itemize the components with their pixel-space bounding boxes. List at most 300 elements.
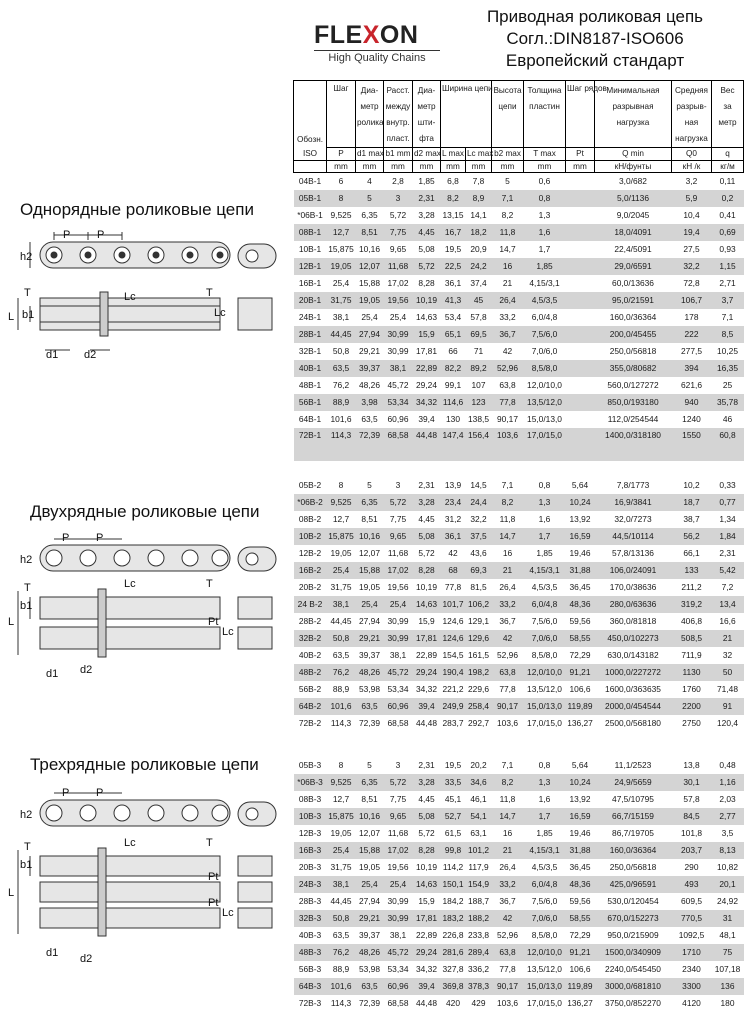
table-cell: 30,99 xyxy=(384,910,413,927)
table-cell: 27,5 xyxy=(672,241,712,258)
table-cell: 71,48 xyxy=(712,681,744,698)
table-cell: 6,8 xyxy=(441,173,466,190)
table-cell: 0,41 xyxy=(712,207,744,224)
table-cell: 32,2 xyxy=(672,258,712,275)
table-cell: 90,17 xyxy=(492,978,524,995)
table-cell: 6,35 xyxy=(356,774,384,791)
table-cell: 16B-2 xyxy=(294,562,327,579)
table-cell: 6,0/4,8 xyxy=(524,596,566,613)
table-cell: 203,7 xyxy=(672,842,712,859)
table-cell: 29,0/6591 xyxy=(595,258,672,275)
triple-table-row xyxy=(294,978,744,995)
table-cell: 44,45 xyxy=(327,893,356,910)
table-cell: 8,2 xyxy=(441,190,466,207)
table-cell: 60,8 xyxy=(712,428,744,461)
table-cell: 63,5 xyxy=(356,978,384,995)
table-cell: 88,9 xyxy=(327,394,356,411)
unit-cell: mm xyxy=(524,161,566,173)
table-cell: 1,85 xyxy=(524,825,566,842)
table-cell: 336,2 xyxy=(466,961,492,978)
dim-label-h2: h2 xyxy=(20,554,33,566)
table-cell: 6,0/4,8 xyxy=(524,309,566,326)
table-cell: 90,17 xyxy=(492,411,524,428)
single-table-row xyxy=(294,173,744,190)
table-cell: 8,51 xyxy=(356,511,384,528)
table-cell: 16B-3 xyxy=(294,842,327,859)
table-cell: 15,875 xyxy=(327,808,356,825)
table-cell: 32,2 xyxy=(466,511,492,528)
table-cell: 36,7 xyxy=(492,326,524,343)
table-cell: 36,7 xyxy=(492,613,524,630)
table-cell: 258,4 xyxy=(466,698,492,715)
table-cell: 10,2 xyxy=(672,477,712,494)
table-cell: 4,15/3,1 xyxy=(524,842,566,859)
unit-cell: mm xyxy=(327,161,356,173)
table-cell: 28B-1 xyxy=(294,326,327,343)
dim-label-pt: Pt xyxy=(208,871,219,883)
brand-tagline: High Quality Chains xyxy=(314,50,440,64)
table-cell: 114,3 xyxy=(327,428,356,461)
table-cell: 2,03 xyxy=(712,791,744,808)
symbol-cell: d2 max xyxy=(413,148,441,161)
table-cell: 229,6 xyxy=(466,681,492,698)
table-cell: 8,51 xyxy=(356,224,384,241)
table-cell: 13,5/12,0 xyxy=(524,394,566,411)
table-cell: 63,5 xyxy=(327,360,356,377)
table-cell: 5,72 xyxy=(384,774,413,791)
table-cell: 7,1 xyxy=(492,757,524,774)
table-cell: 3300 xyxy=(672,978,712,995)
table-cell: 11,8 xyxy=(492,791,524,808)
table-cell: 4,5/3,5 xyxy=(524,292,566,309)
table-cell: 38,1 xyxy=(327,309,356,326)
table-cell: 281,6 xyxy=(441,944,466,961)
table-cell: 3,28 xyxy=(413,494,441,511)
table-cell: 39,4 xyxy=(413,978,441,995)
table-cell: 9,525 xyxy=(327,494,356,511)
table-cell: 9,525 xyxy=(327,207,356,224)
spacer-cell xyxy=(595,732,672,757)
table-cell: 20B-2 xyxy=(294,579,327,596)
table-cell xyxy=(566,360,595,377)
table-cell: 15,0/13,0 xyxy=(524,411,566,428)
table-cell: 1,3 xyxy=(524,774,566,791)
table-cell: 3 xyxy=(384,757,413,774)
table-cell: 850,0/193180 xyxy=(595,394,672,411)
table-cell: 64B-1 xyxy=(294,411,327,428)
table-cell: *06B-2 xyxy=(294,494,327,511)
table-cell: 22,89 xyxy=(413,360,441,377)
table-cell: 12,07 xyxy=(356,545,384,562)
table-cell: 129,1 xyxy=(466,613,492,630)
table-cell: 88,9 xyxy=(327,961,356,978)
table-cell: 20B-3 xyxy=(294,859,327,876)
dim-label-t: T xyxy=(24,287,31,299)
table-cell: 1240 xyxy=(672,411,712,428)
table-cell: 65,1 xyxy=(441,326,466,343)
table-cell: 16,59 xyxy=(566,808,595,825)
table-cell: 8,13 xyxy=(712,842,744,859)
table-cell: 1760 xyxy=(672,681,712,698)
table-cell: 89,2 xyxy=(466,360,492,377)
table-cell: 53,98 xyxy=(356,681,384,698)
table-cell: 21 xyxy=(492,275,524,292)
header-symbol-row xyxy=(294,148,744,161)
double-table-row xyxy=(294,715,744,732)
table-cell: 95,0/21591 xyxy=(595,292,672,309)
table-cell: 12,0/10,0 xyxy=(524,664,566,681)
table-cell: 3,5 xyxy=(712,825,744,842)
table-cell: 53,4 xyxy=(441,309,466,326)
unit-cell: mm xyxy=(566,161,595,173)
table-cell: 15,88 xyxy=(356,275,384,292)
table-cell: 26,4 xyxy=(492,292,524,309)
table-cell: 14,7 xyxy=(492,241,524,258)
table-cell: 17,81 xyxy=(413,910,441,927)
spacer-cell xyxy=(566,461,595,477)
spacer-cell xyxy=(356,732,384,757)
table-cell: 16B-1 xyxy=(294,275,327,292)
table-cell: 7,1 xyxy=(712,309,744,326)
table-cell: 283,7 xyxy=(441,715,466,732)
table-cell: 82,2 xyxy=(441,360,466,377)
table-cell: 50 xyxy=(712,664,744,681)
symbol-cell: Lc max xyxy=(466,148,492,161)
table-cell: 112,0/254544 xyxy=(595,411,672,428)
table-cell: 3750,0/852270 xyxy=(595,995,672,1012)
table-cell: 0,69 xyxy=(712,224,744,241)
table-cell xyxy=(566,394,595,411)
table-cell: 1,7 xyxy=(524,808,566,825)
table-cell: 160,0/36364 xyxy=(595,309,672,326)
table-cell: 7,75 xyxy=(384,511,413,528)
table-cell: 133 xyxy=(672,562,712,579)
table-cell: 101,6 xyxy=(327,978,356,995)
table-cell: 136,27 xyxy=(566,715,595,732)
table-cell: 0,11 xyxy=(712,173,744,190)
section-title-triple: Трехрядные роликовые цепи xyxy=(30,755,259,774)
table-cell: 53,34 xyxy=(384,394,413,411)
triple-table-row xyxy=(294,944,744,961)
table-cell: 1092,5 xyxy=(672,927,712,944)
table-cell: 4,45 xyxy=(413,511,441,528)
table-cell: 0,48 xyxy=(712,757,744,774)
table-cell: 12B-3 xyxy=(294,825,327,842)
table-cell: 36,1 xyxy=(441,275,466,292)
table-cell: 38,1 xyxy=(384,647,413,664)
table-cell: 8,9 xyxy=(466,190,492,207)
table-cell: 5,08 xyxy=(413,808,441,825)
table-cell: 63,8 xyxy=(492,377,524,394)
symbol-cell: T max xyxy=(524,148,566,161)
table-cell: 233,8 xyxy=(466,927,492,944)
table-cell: 188,2 xyxy=(466,910,492,927)
table-cell: 53,34 xyxy=(384,681,413,698)
table-cell: 48B-2 xyxy=(294,664,327,681)
table-cell: 21 xyxy=(712,630,744,647)
table-cell: 5 xyxy=(356,190,384,207)
single-table-row xyxy=(294,326,744,343)
table-cell: 5,72 xyxy=(413,545,441,562)
table-cell: 4,5/3,5 xyxy=(524,579,566,596)
table-cell: 114,6 xyxy=(441,394,466,411)
table-cell: 7,75 xyxy=(384,224,413,241)
table-cell: 36,45 xyxy=(566,579,595,596)
table-cell: 16,6 xyxy=(712,613,744,630)
dim-label-p: P xyxy=(63,229,71,241)
table-cell: 5,72 xyxy=(413,825,441,842)
table-cell: 39,37 xyxy=(356,927,384,944)
table-cell: 24,2 xyxy=(466,258,492,275)
table-cell: 10B-2 xyxy=(294,528,327,545)
table-cell: 1,3 xyxy=(524,494,566,511)
table-cell: 114,3 xyxy=(327,715,356,732)
table-cell xyxy=(566,275,595,292)
table-cell: 88,9 xyxy=(327,681,356,698)
symbol-cell: Pt xyxy=(566,148,595,161)
table-cell: 450,0/102273 xyxy=(595,630,672,647)
col-min-load-header: Минимальная разрывная нагрузка xyxy=(595,81,672,148)
table-cell: 13,15 xyxy=(441,207,466,224)
table-cell: 34,6 xyxy=(466,774,492,791)
table-cell: 0,8 xyxy=(524,477,566,494)
table-cell: 59,56 xyxy=(566,613,595,630)
table-cell: 16 xyxy=(492,258,524,275)
triple-table-row xyxy=(294,859,744,876)
table-cell: 66 xyxy=(441,343,466,360)
table-cell: 0,77 xyxy=(712,494,744,511)
table-cell: 21 xyxy=(492,562,524,579)
dim-label-p: P xyxy=(62,787,70,799)
table-cell: 360,0/81818 xyxy=(595,613,672,630)
table-cell: 10B-3 xyxy=(294,808,327,825)
table-cell: 106,6 xyxy=(566,681,595,698)
table-cell: 77,8 xyxy=(492,681,524,698)
table-cell: 36,7 xyxy=(492,893,524,910)
table-cell: 17,02 xyxy=(384,842,413,859)
table-cell: 23,4 xyxy=(441,494,466,511)
table-cell: 44,45 xyxy=(327,613,356,630)
table-cell: 44,5/10114 xyxy=(595,528,672,545)
single-table-row xyxy=(294,343,744,360)
dim-label-pt2: Pt xyxy=(208,897,219,909)
table-cell: 7,5/6,0 xyxy=(524,613,566,630)
heading-standard: Согл.:DIN8187-ISO606 xyxy=(506,29,684,48)
dim-label-d2: d2 xyxy=(84,349,97,361)
col-pitch-header: Шаг xyxy=(327,81,356,148)
dim-label-l: L xyxy=(8,616,15,628)
table-cell: 183,2 xyxy=(441,910,466,927)
dim-label-lc-end: Lc xyxy=(222,907,234,919)
dim-label-t-end: T xyxy=(206,578,213,590)
table-cell: 2,8 xyxy=(384,173,413,190)
table-cell: 26,4 xyxy=(492,579,524,596)
table-cell: 12,07 xyxy=(356,258,384,275)
table-cell: 53,98 xyxy=(356,961,384,978)
table-cell xyxy=(566,326,595,343)
table-cell: 15,9 xyxy=(413,893,441,910)
table-cell: 12,07 xyxy=(356,825,384,842)
col-plate-thickness-header: Толщина пластин xyxy=(524,81,566,148)
table-cell: 24 B-2 xyxy=(294,596,327,613)
table-cell: 5,42 xyxy=(712,562,744,579)
table-cell: 31,75 xyxy=(327,859,356,876)
table-cell: 6 xyxy=(327,173,356,190)
table-cell: 13,5/12,0 xyxy=(524,961,566,978)
table-cell: 84,5 xyxy=(672,808,712,825)
table-cell: 29,21 xyxy=(356,630,384,647)
table-cell: 13,5/12,0 xyxy=(524,681,566,698)
table-cell: 670,0/152273 xyxy=(595,910,672,927)
dim-label-lc-end: Lc xyxy=(214,307,226,319)
spacer-cell xyxy=(524,461,566,477)
table-cell: 154,5 xyxy=(441,647,466,664)
table-cell: 48B-3 xyxy=(294,944,327,961)
triple-chain-diagram xyxy=(0,778,292,978)
dim-label-pt: Pt xyxy=(208,616,219,628)
table-cell: 7,5/6,0 xyxy=(524,893,566,910)
dim-label-lc: Lc xyxy=(124,578,136,590)
symbol-cell: Q min xyxy=(595,148,672,161)
single-table-row xyxy=(294,224,744,241)
dim-label-p2: P xyxy=(97,229,105,241)
table-cell: 1710 xyxy=(672,944,712,961)
table-cell: 394 xyxy=(672,360,712,377)
table-cell: 130 xyxy=(441,411,466,428)
table-cell: 14,63 xyxy=(413,876,441,893)
table-cell: 20,9 xyxy=(466,241,492,258)
table-cell: 43,6 xyxy=(466,545,492,562)
table-cell: 48B-1 xyxy=(294,377,327,394)
table-cell: 7,8 xyxy=(466,173,492,190)
table-cell: 136 xyxy=(712,978,744,995)
table-cell: 10B-1 xyxy=(294,241,327,258)
table-cell: 10,16 xyxy=(356,241,384,258)
table-cell: 22,4/5091 xyxy=(595,241,672,258)
table-cell xyxy=(566,428,595,461)
triple-table-row xyxy=(294,893,744,910)
table-cell: 19,56 xyxy=(384,579,413,596)
table-cell: 4,45 xyxy=(413,224,441,241)
table-cell: 101,6 xyxy=(327,411,356,428)
table-cell: 222 xyxy=(672,326,712,343)
table-cell: 2,31 xyxy=(413,757,441,774)
chain-spec-body xyxy=(294,173,744,1012)
table-cell: 119,89 xyxy=(566,698,595,715)
table-cell: 11,68 xyxy=(384,825,413,842)
table-cell: 19,4 xyxy=(672,224,712,241)
table-cell: 114,2 xyxy=(441,859,466,876)
table-cell: 249,9 xyxy=(441,698,466,715)
table-cell: 8,5/8,0 xyxy=(524,647,566,664)
dim-label-t-end: T xyxy=(206,837,213,849)
unit-cell: mm xyxy=(384,161,413,173)
double-chain-diagram xyxy=(0,525,292,690)
triple-table-row xyxy=(294,791,744,808)
table-cell: 1600,0/363635 xyxy=(595,681,672,698)
table-cell: 59,56 xyxy=(566,893,595,910)
table-cell: 39,4 xyxy=(413,698,441,715)
table-cell: 9,0/2045 xyxy=(595,207,672,224)
double-table-row xyxy=(294,579,744,596)
table-cell: 81,5 xyxy=(466,579,492,596)
page-heading xyxy=(470,6,720,72)
table-cell: 24B-3 xyxy=(294,876,327,893)
table-cell: 15,9 xyxy=(413,326,441,343)
double-table-row xyxy=(294,528,744,545)
table-cell: 39,37 xyxy=(356,647,384,664)
table-cell: 37,4 xyxy=(466,275,492,292)
header-unit-row xyxy=(294,161,744,173)
table-cell: 5 xyxy=(356,477,384,494)
table-cell: 57,8 xyxy=(672,791,712,808)
double-table-row xyxy=(294,596,744,613)
col-weight-header: Вес за метр xyxy=(712,81,744,148)
table-cell: 27,94 xyxy=(356,613,384,630)
table-cell: 32B-1 xyxy=(294,343,327,360)
table-cell: 77,8 xyxy=(492,394,524,411)
table-cell: 34,32 xyxy=(413,394,441,411)
table-cell: 1130 xyxy=(672,664,712,681)
dim-label-h2: h2 xyxy=(20,809,33,821)
table-cell: 16,35 xyxy=(712,360,744,377)
table-cell: 117,9 xyxy=(466,859,492,876)
table-cell: 22,5 xyxy=(441,258,466,275)
table-cell: 101,8 xyxy=(672,825,712,842)
table-cell: 38,1 xyxy=(327,596,356,613)
table-cell: 10,19 xyxy=(413,859,441,876)
triple-table-row xyxy=(294,927,744,944)
table-cell: 3,28 xyxy=(413,774,441,791)
table-cell xyxy=(566,241,595,258)
triple-table-row xyxy=(294,910,744,927)
table-cell xyxy=(566,377,595,394)
table-cell: 13,92 xyxy=(566,511,595,528)
table-cell: 8,5/8,0 xyxy=(524,360,566,377)
table-cell: 106,0/24091 xyxy=(595,562,672,579)
table-cell: 1,85 xyxy=(413,173,441,190)
spacer-cell xyxy=(466,732,492,757)
table-cell: 8,51 xyxy=(356,791,384,808)
symbol-cell: ISO xyxy=(294,148,327,161)
dim-label-t-end: T xyxy=(206,287,213,299)
table-cell: 3000,0/681810 xyxy=(595,978,672,995)
table-cell: 60,0/13636 xyxy=(595,275,672,292)
dim-label-d1: d1 xyxy=(46,349,59,361)
table-cell: 32,0/7273 xyxy=(595,511,672,528)
table-cell: 37,5 xyxy=(466,528,492,545)
table-cell: 493 xyxy=(672,876,712,893)
double-table-row xyxy=(294,613,744,630)
table-cell: 101,7 xyxy=(441,596,466,613)
triple-table-row xyxy=(294,757,744,774)
table-cell: 48,36 xyxy=(566,596,595,613)
table-cell: 25,4 xyxy=(384,596,413,613)
spacer-cell xyxy=(327,461,356,477)
table-cell: 32 xyxy=(712,647,744,664)
table-cell: 106,7 xyxy=(672,292,712,309)
unit-cell xyxy=(294,161,327,173)
triple-table-row xyxy=(294,774,744,791)
table-cell: 2200 xyxy=(672,698,712,715)
single-table-row xyxy=(294,377,744,394)
table-cell: 0,8 xyxy=(524,757,566,774)
table-cell: 08B-3 xyxy=(294,791,327,808)
col-avg-load-header: Средняя разрыв- ная нагрузка xyxy=(672,81,712,148)
table-cell: 25,4 xyxy=(327,562,356,579)
table-cell: 27,94 xyxy=(356,326,384,343)
single-table-row xyxy=(294,275,744,292)
